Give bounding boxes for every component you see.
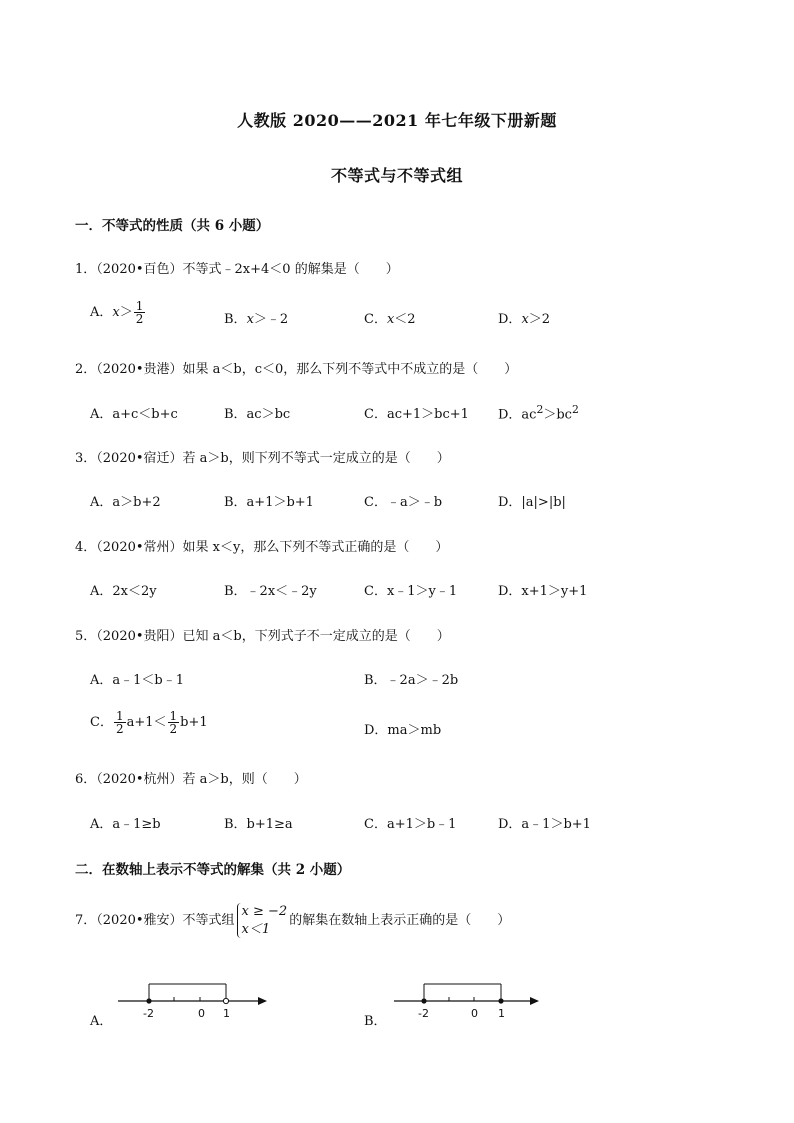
question-2-option-a[interactable]: A．a+c＜b+c (90, 407, 178, 422)
tick-label: 0 (471, 1007, 478, 1020)
question-2-option-c[interactable]: C．ac+1＞bc+1 (364, 407, 469, 422)
question-1-option-c[interactable]: C．x＜2 (364, 312, 416, 327)
question-1-option-a[interactable]: A．x＞ $\frac{1}{2}$ (90, 299, 144, 326)
question-1-option-d[interactable]: D．x＞2 (498, 312, 551, 327)
question-6-option-c[interactable]: C．a+1＞b﹣1 (364, 817, 457, 832)
question-3-option-d[interactable]: D．|a|>|b| (498, 495, 566, 510)
question-6-stem: 6．（2020•杭州）若 a＞b，则（ ） (75, 772, 307, 787)
question-7-option-b-label[interactable]: B． (364, 1014, 387, 1029)
page-subtitle: 不等式与不等式组 (330, 166, 463, 185)
question-1-option-b[interactable]: B．x＞﹣2 (224, 312, 289, 327)
section-heading-2: 二．在数轴上表示不等式的解集（共 2 小题） (75, 862, 351, 878)
question-5-option-d[interactable]: D．ma＞mb (364, 723, 442, 738)
question-7-option-b-number-line[interactable] (388, 970, 548, 1025)
tick-label: -2 (418, 1007, 429, 1020)
question-6-option-a[interactable]: A．a﹣1≥b (90, 817, 161, 832)
tick-label: 0 (198, 1007, 205, 1020)
question-3-option-c[interactable]: C．﹣a＞﹣b (364, 495, 443, 510)
question-3-stem: 3．（2020•宿迁）若 a＞b，则下列不等式一定成立的是（ ） (75, 451, 450, 466)
question-6-option-d[interactable]: D．a﹣1＞b+1 (498, 817, 591, 832)
page-title: 人教版 2020——2021 年七年级下册新题 (237, 111, 557, 130)
fraction: $\frac{1}{2}$ (169, 709, 178, 736)
question-7-option-a-number-line[interactable] (112, 970, 272, 1025)
question-2-stem: 2．（2020•贵港）如果 a＜b，c＜0，那么下列不等式中不成立的是（ ） (75, 362, 518, 377)
question-4-option-c[interactable]: C．x﹣1＞y﹣1 (364, 584, 458, 599)
inequality-system: x ≥ −2 x＜1 (237, 903, 288, 938)
tick-label: 1 (498, 1007, 505, 1020)
fraction: $\frac{1}{2}$ (115, 709, 124, 736)
question-5-stem: 5．（2020•贵阳）已知 a＜b，下列式子不一定成立的是（ ） (75, 629, 450, 644)
question-7-option-a-label[interactable]: A． (90, 1014, 113, 1029)
question-7-stem: 7．（2020•雅安）不等式组 x ≥ −2 x＜1 的解集在数轴上表示正确的是（ ） (75, 904, 511, 937)
question-4-option-b[interactable]: B．﹣2x＜﹣2y (224, 584, 317, 599)
question-4-option-a[interactable]: A．2x＜2y (90, 584, 157, 599)
question-4-stem: 4．（2020•常州）如果 x＜y，那么下列不等式正确的是（ ） (75, 540, 449, 555)
question-5-option-a[interactable]: A．a﹣1＜b﹣1 (90, 673, 185, 688)
question-2-option-d[interactable]: D．$ac^2>bc^2$ (498, 403, 579, 423)
tick-label: 1 (223, 1007, 230, 1020)
question-5-option-c[interactable]: C． $\frac{1}{2}$ a+1＜ $\frac{1}{2}$ b+1 (90, 709, 208, 736)
question-1-stem: 1．（2020•百色）不等式﹣2x+4＜0 的解集是（ ） (75, 262, 399, 277)
question-5-option-b[interactable]: B．﹣2a＞﹣2b (364, 673, 459, 688)
question-2-option-b[interactable]: B．ac＞bc (224, 407, 291, 422)
question-4-option-d[interactable]: D．x+1＞y+1 (498, 584, 588, 599)
fraction: $\frac{1}{2}$ (135, 299, 144, 326)
section-heading-1: 一．不等式的性质（共 6 小题） (75, 218, 270, 234)
question-3-option-b[interactable]: B．a+1＞b+1 (224, 495, 314, 510)
tick-label: -2 (143, 1007, 154, 1020)
question-6-option-b[interactable]: B．b+1≥a (224, 817, 293, 832)
question-3-option-a[interactable]: A．a＞b+2 (90, 495, 161, 510)
